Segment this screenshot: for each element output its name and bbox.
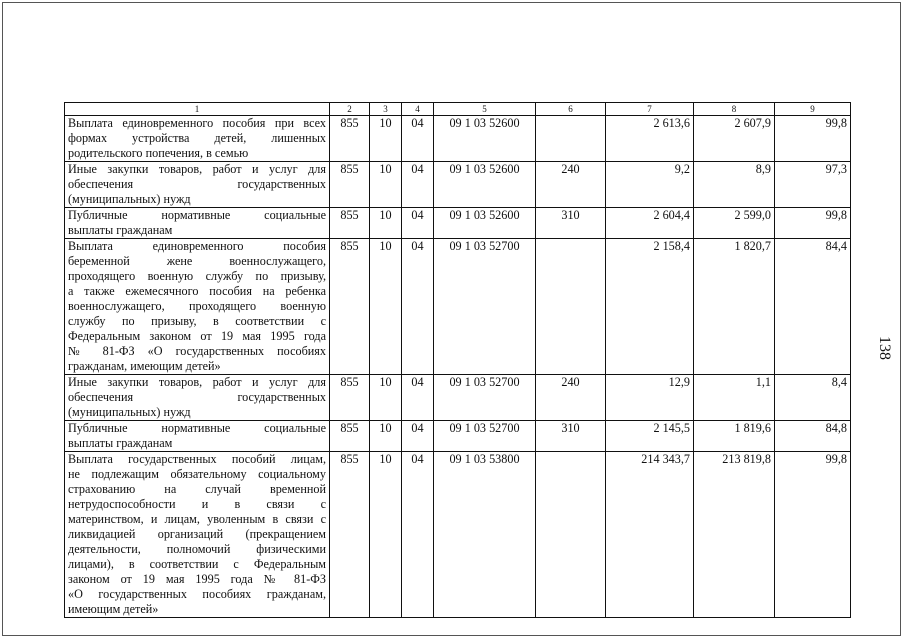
- cell-target-article: 09 1 03 52600: [434, 208, 536, 239]
- table-row: [65, 421, 851, 452]
- row-description: [65, 162, 330, 208]
- description-line: Публичные нормативные социальные: [68, 208, 326, 222]
- cell-target-article: 09 1 03 52600: [434, 162, 536, 208]
- description-line: Иные закупки товаров, работ и услуг для: [68, 162, 326, 176]
- cell-subsection-code: 04: [402, 116, 434, 162]
- description-line: формах устройства детей, лишенных: [68, 131, 326, 145]
- cell-ministry-code: 855: [330, 375, 370, 421]
- description-line: Выплата государственных пособий лицам,: [68, 452, 326, 466]
- cell-subsection-code: 04: [402, 375, 434, 421]
- cell-executed-amount: 1 820,7: [694, 239, 775, 375]
- cell-expense-type: 310: [536, 421, 606, 452]
- description-line: Федеральным законом от 19 мая 1995 года: [68, 329, 326, 343]
- cell-execution-percent: 99,8: [775, 208, 851, 239]
- column-number: 7: [606, 103, 694, 116]
- cell-executed-amount: 2 607,9: [694, 116, 775, 162]
- column-number: 1: [65, 103, 330, 116]
- row-description: [65, 239, 330, 375]
- table-body: [65, 116, 851, 618]
- cell-section-code: 10: [370, 452, 402, 618]
- description-line: Выплата единовременного пособия: [68, 239, 326, 253]
- description-line: (муниципальных) нужд: [68, 405, 191, 419]
- description-line: обеспечения государственных: [68, 390, 326, 404]
- table-row: [65, 162, 851, 208]
- description-line: службу по призыву, в соответствии с: [68, 314, 326, 328]
- table-row: [65, 239, 851, 375]
- column-number: 2: [330, 103, 370, 116]
- cell-subsection-code: 04: [402, 239, 434, 375]
- row-description: [65, 452, 330, 618]
- row-description: [65, 116, 330, 162]
- description-line: Иные закупки товаров, работ и услуг для: [68, 375, 326, 389]
- cell-section-code: 10: [370, 208, 402, 239]
- cell-expense-type: 240: [536, 162, 606, 208]
- cell-expense-type: [536, 452, 606, 618]
- description-line: № 81-ФЗ «О государственных пособиях: [68, 344, 326, 358]
- description-line: нетрудоспособности и в связи с: [68, 497, 326, 511]
- description-line: не подлежащим обязательному социальному: [68, 467, 326, 481]
- cell-expense-type: 240: [536, 375, 606, 421]
- cell-ministry-code: 855: [330, 239, 370, 375]
- cell-target-article: 09 1 03 52600: [434, 116, 536, 162]
- description-line: а также ежемесячного пособия на ребенка: [68, 284, 326, 298]
- description-line: военнослужащего, проходящего военную: [68, 299, 326, 313]
- description-line: родительского попечения, в семью: [68, 146, 249, 160]
- row-description: [65, 208, 330, 239]
- cell-executed-amount: 1 819,6: [694, 421, 775, 452]
- column-number: 8: [694, 103, 775, 116]
- table-row: [65, 375, 851, 421]
- cell-execution-percent: 84,4: [775, 239, 851, 375]
- cell-expense-type: 310: [536, 208, 606, 239]
- cell-expense-type: [536, 116, 606, 162]
- cell-ministry-code: 855: [330, 162, 370, 208]
- description-line: лицами), в соответствии с Федеральным: [68, 557, 326, 571]
- cell-section-code: 10: [370, 116, 402, 162]
- cell-execution-percent: 99,8: [775, 116, 851, 162]
- cell-execution-percent: 8,4: [775, 375, 851, 421]
- cell-section-code: 10: [370, 421, 402, 452]
- cell-executed-amount: 213 819,8: [694, 452, 775, 618]
- page-number: 138: [876, 336, 893, 360]
- cell-ministry-code: 855: [330, 208, 370, 239]
- cell-subsection-code: 04: [402, 452, 434, 618]
- column-number: 3: [370, 103, 402, 116]
- cell-execution-percent: 97,3: [775, 162, 851, 208]
- cell-target-article: 09 1 03 52700: [434, 239, 536, 375]
- cell-section-code: 10: [370, 239, 402, 375]
- description-line: гражданам, имеющим детей»: [68, 359, 221, 373]
- column-number: 9: [775, 103, 851, 116]
- cell-approved-amount: 2 604,4: [606, 208, 694, 239]
- description-line: Выплата единовременного пособия при всех: [68, 116, 326, 130]
- cell-section-code: 10: [370, 375, 402, 421]
- cell-executed-amount: 2 599,0: [694, 208, 775, 239]
- cell-subsection-code: 04: [402, 162, 434, 208]
- description-line: обеспечения государственных: [68, 177, 326, 191]
- table-row: [65, 208, 851, 239]
- description-line: законом от 19 мая 1995 года № 81-ФЗ: [68, 572, 326, 586]
- cell-execution-percent: 84,8: [775, 421, 851, 452]
- cell-target-article: 09 1 03 53800: [434, 452, 536, 618]
- description-line: «О государственных пособиях гражданам,: [68, 587, 326, 601]
- column-number: 4: [402, 103, 434, 116]
- description-line: страхованию на случай временной: [68, 482, 326, 496]
- description-line: беременной жене военнослужащего,: [68, 254, 326, 268]
- cell-execution-percent: 99,8: [775, 452, 851, 618]
- description-line: материнством, и лицам, уволенным в связи с: [68, 512, 326, 526]
- table-row: [65, 116, 851, 162]
- cell-target-article: 09 1 03 52700: [434, 375, 536, 421]
- cell-ministry-code: 855: [330, 421, 370, 452]
- cell-approved-amount: 214 343,7: [606, 452, 694, 618]
- cell-approved-amount: 2 613,6: [606, 116, 694, 162]
- cell-ministry-code: 855: [330, 116, 370, 162]
- cell-executed-amount: 1,1: [694, 375, 775, 421]
- cell-section-code: 10: [370, 162, 402, 208]
- row-description: [65, 375, 330, 421]
- description-line: ликвидацией организаций (прекращением: [68, 527, 326, 541]
- column-number-row: [65, 103, 851, 116]
- cell-executed-amount: 8,9: [694, 162, 775, 208]
- column-number: 6: [536, 103, 606, 116]
- cell-approved-amount: 9,2: [606, 162, 694, 208]
- cell-approved-amount: 2 158,4: [606, 239, 694, 375]
- description-line: Публичные нормативные социальные: [68, 421, 326, 435]
- description-line: выплаты гражданам: [68, 223, 173, 237]
- column-number: 5: [434, 103, 536, 116]
- cell-subsection-code: 04: [402, 208, 434, 239]
- row-description: [65, 421, 330, 452]
- cell-ministry-code: 855: [330, 452, 370, 618]
- cell-approved-amount: 12,9: [606, 375, 694, 421]
- cell-expense-type: [536, 239, 606, 375]
- description-line: (муниципальных) нужд: [68, 192, 191, 206]
- budget-table: [64, 102, 851, 618]
- cell-approved-amount: 2 145,5: [606, 421, 694, 452]
- description-line: проходящего военную службу по призыву,: [68, 269, 326, 283]
- description-line: имеющим детей»: [68, 602, 159, 616]
- description-line: деятельности, полномочий физическими: [68, 542, 326, 556]
- cell-subsection-code: 04: [402, 421, 434, 452]
- table-row: [65, 452, 851, 618]
- description-line: выплаты гражданам: [68, 436, 173, 450]
- cell-target-article: 09 1 03 52700: [434, 421, 536, 452]
